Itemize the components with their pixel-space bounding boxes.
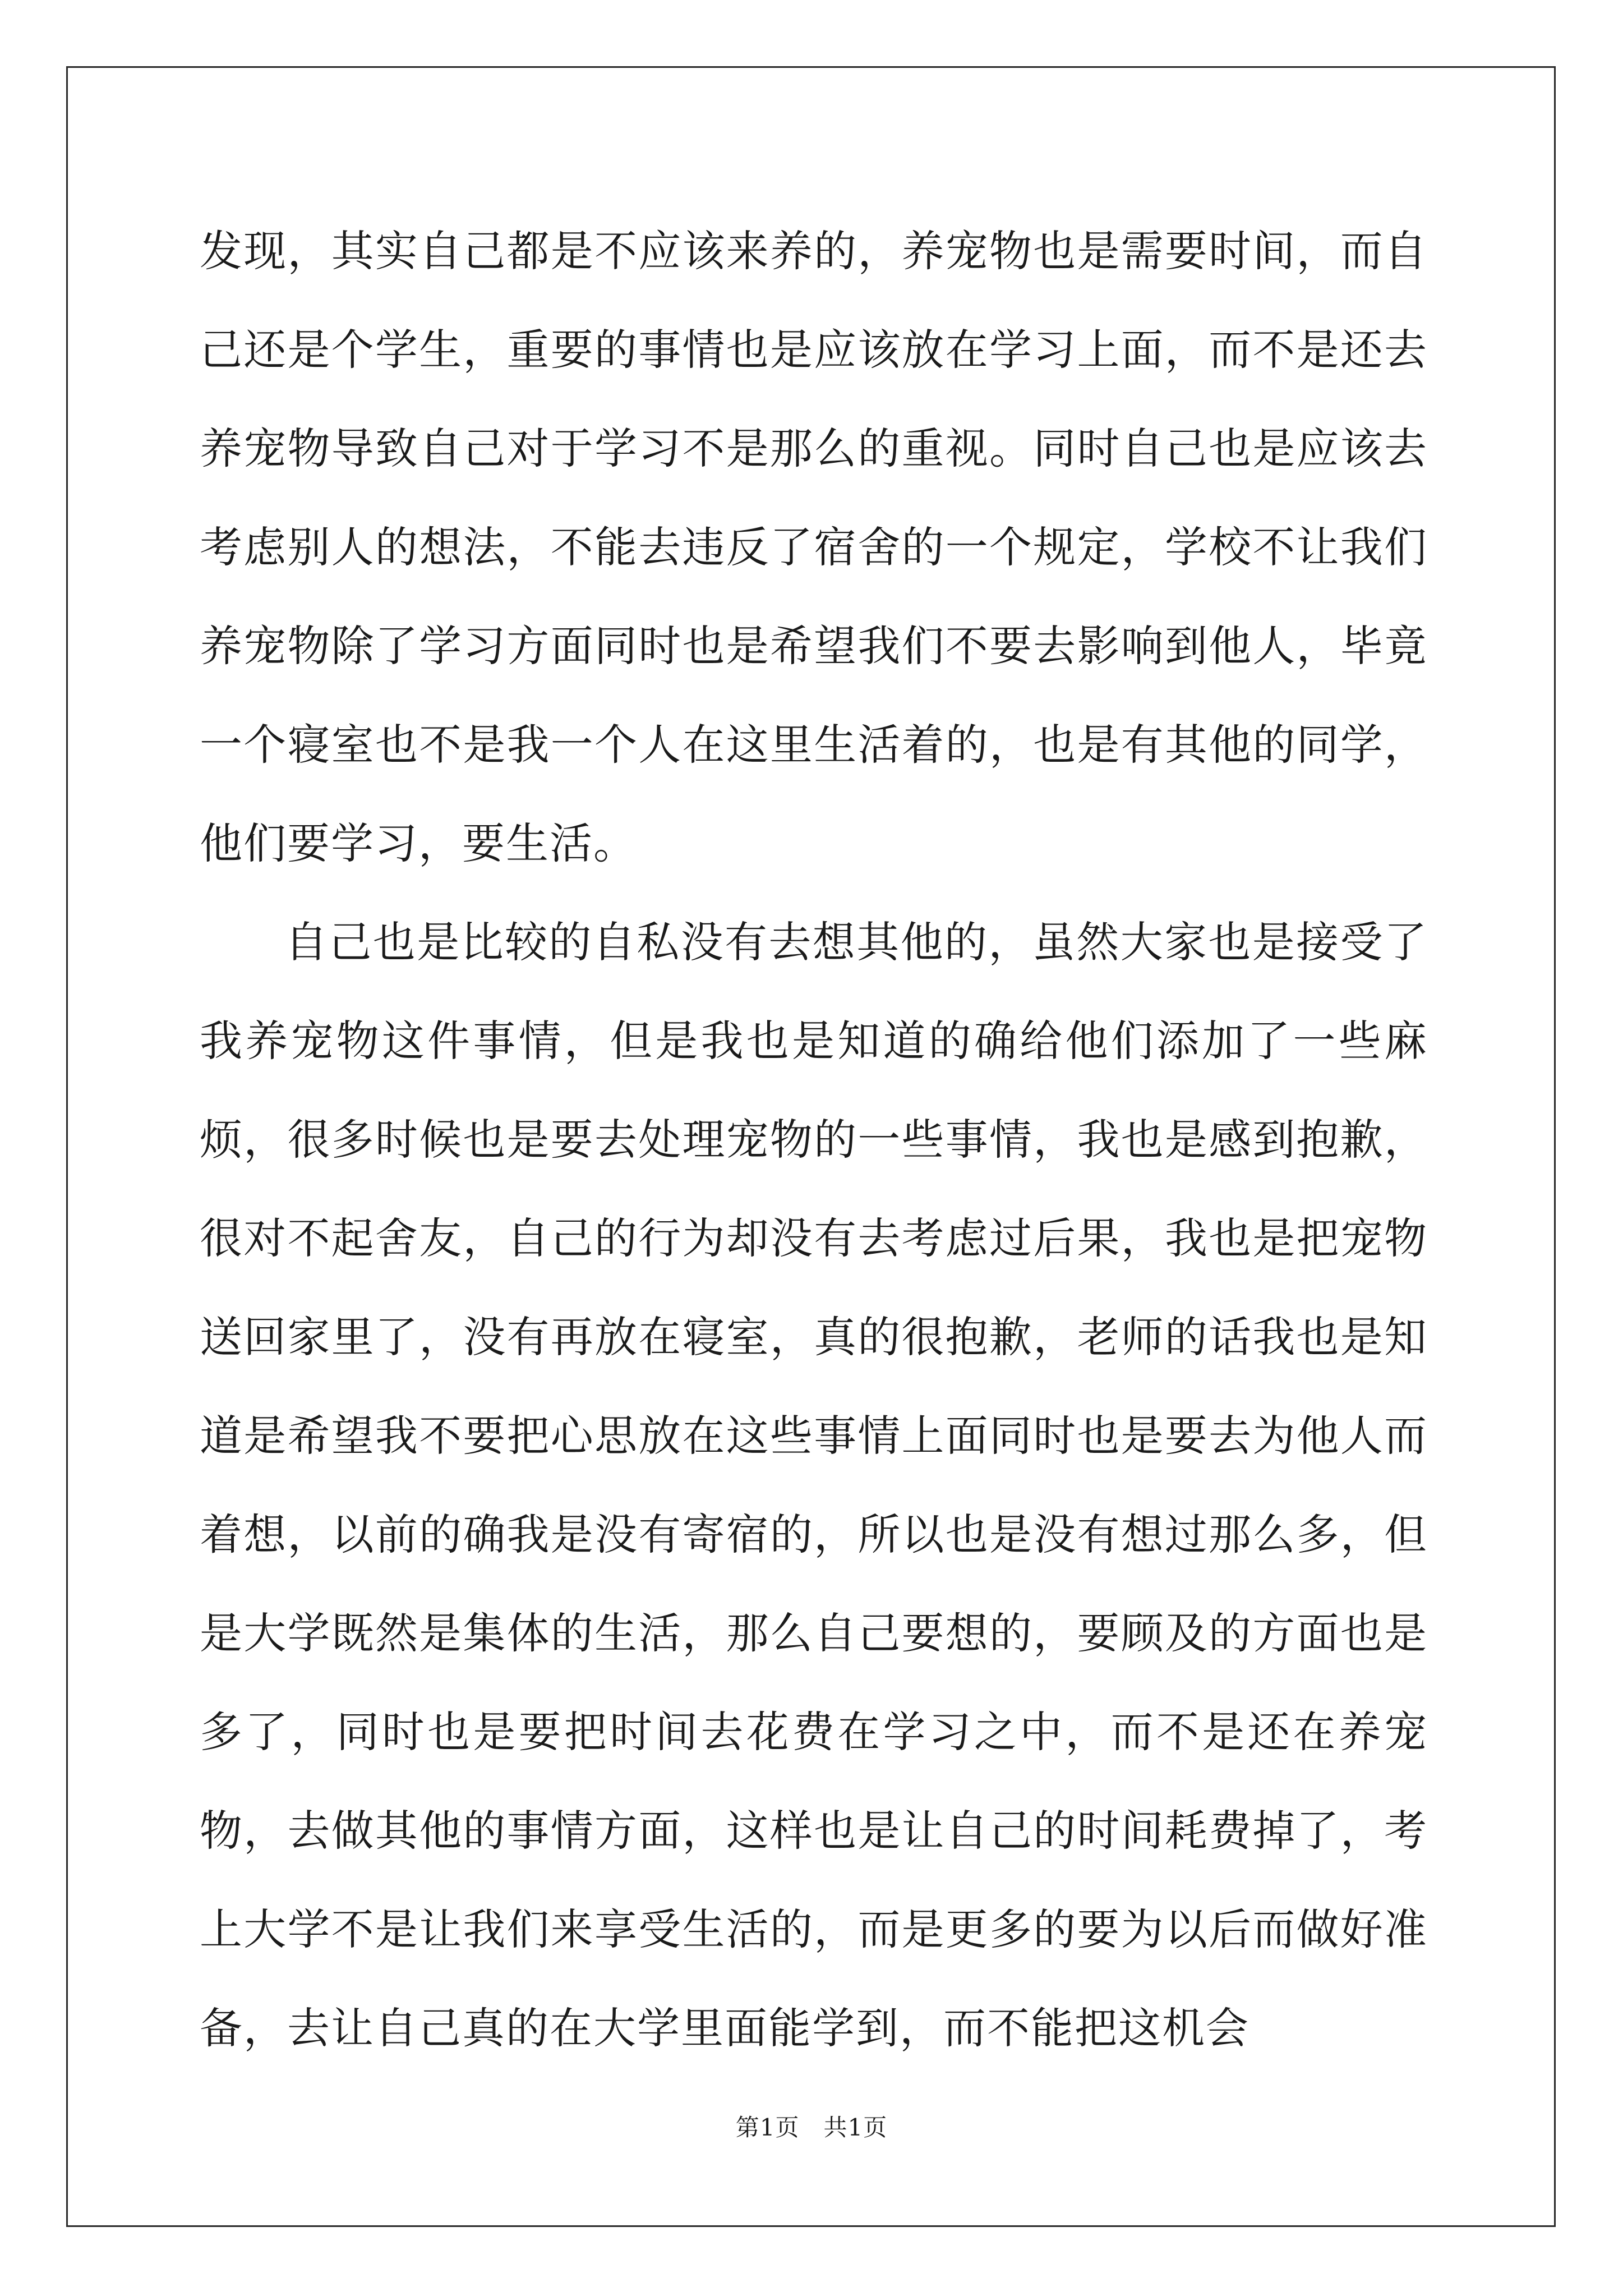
paragraph-2: 自己也是比较的自私没有去想其他的，虽然大家也是接受了我养宠物这件事情，但是我也是知道的确给他们添加了一些麻烦，很多时候也是要去处理宠物的一些事情，我也是感到抱歉，很对不起舍友，自己的行为却没有去考虑过后果，我也是把宠物送回家里了，没有再放在寝室，真的很抱歉，老师的话我也是知道是希望我不要把心思放在这些事情上面同时也是要去为他人而着想，以前的确我是没有寄宿的，所以也是没有想过那么多，但是大学既然是集体的生活，那么自己要想的，要顾及的方面也是多了，同时也是要把时间去花费在学习之中，而不是还在养宠物，去做其他的事情方面，这样也是让自己的时间耗费掉了，考上大学不是让我们来享受生活的，而是更多的要为以后而做好准备，去让自己真的在大学里面能学到，而不能把这机会: [200, 917, 1428, 2053]
page-footer: 第1页 共1页: [735, 2114, 888, 2141]
paragraph-1: 发现，其实自己都是不应该来养的，养宠物也是需要时间，而自己还是个学生，重要的事情也是应该放在学习上面，而不是还去养宠物导致自己对于学习不是那么的重视。同时自己也是应该去考虑别人的想法，不能去违反了宿舍的一个规定，学校不让我们养宠物除了学习方面同时也是希望我们不要去影响到他人，毕竟一个寝室也不是我一个人在这里生活着的，也是有其他的同学，他们要学习，要生活。: [200, 226, 1428, 868]
document-body: [200, 202, 1428, 2078]
